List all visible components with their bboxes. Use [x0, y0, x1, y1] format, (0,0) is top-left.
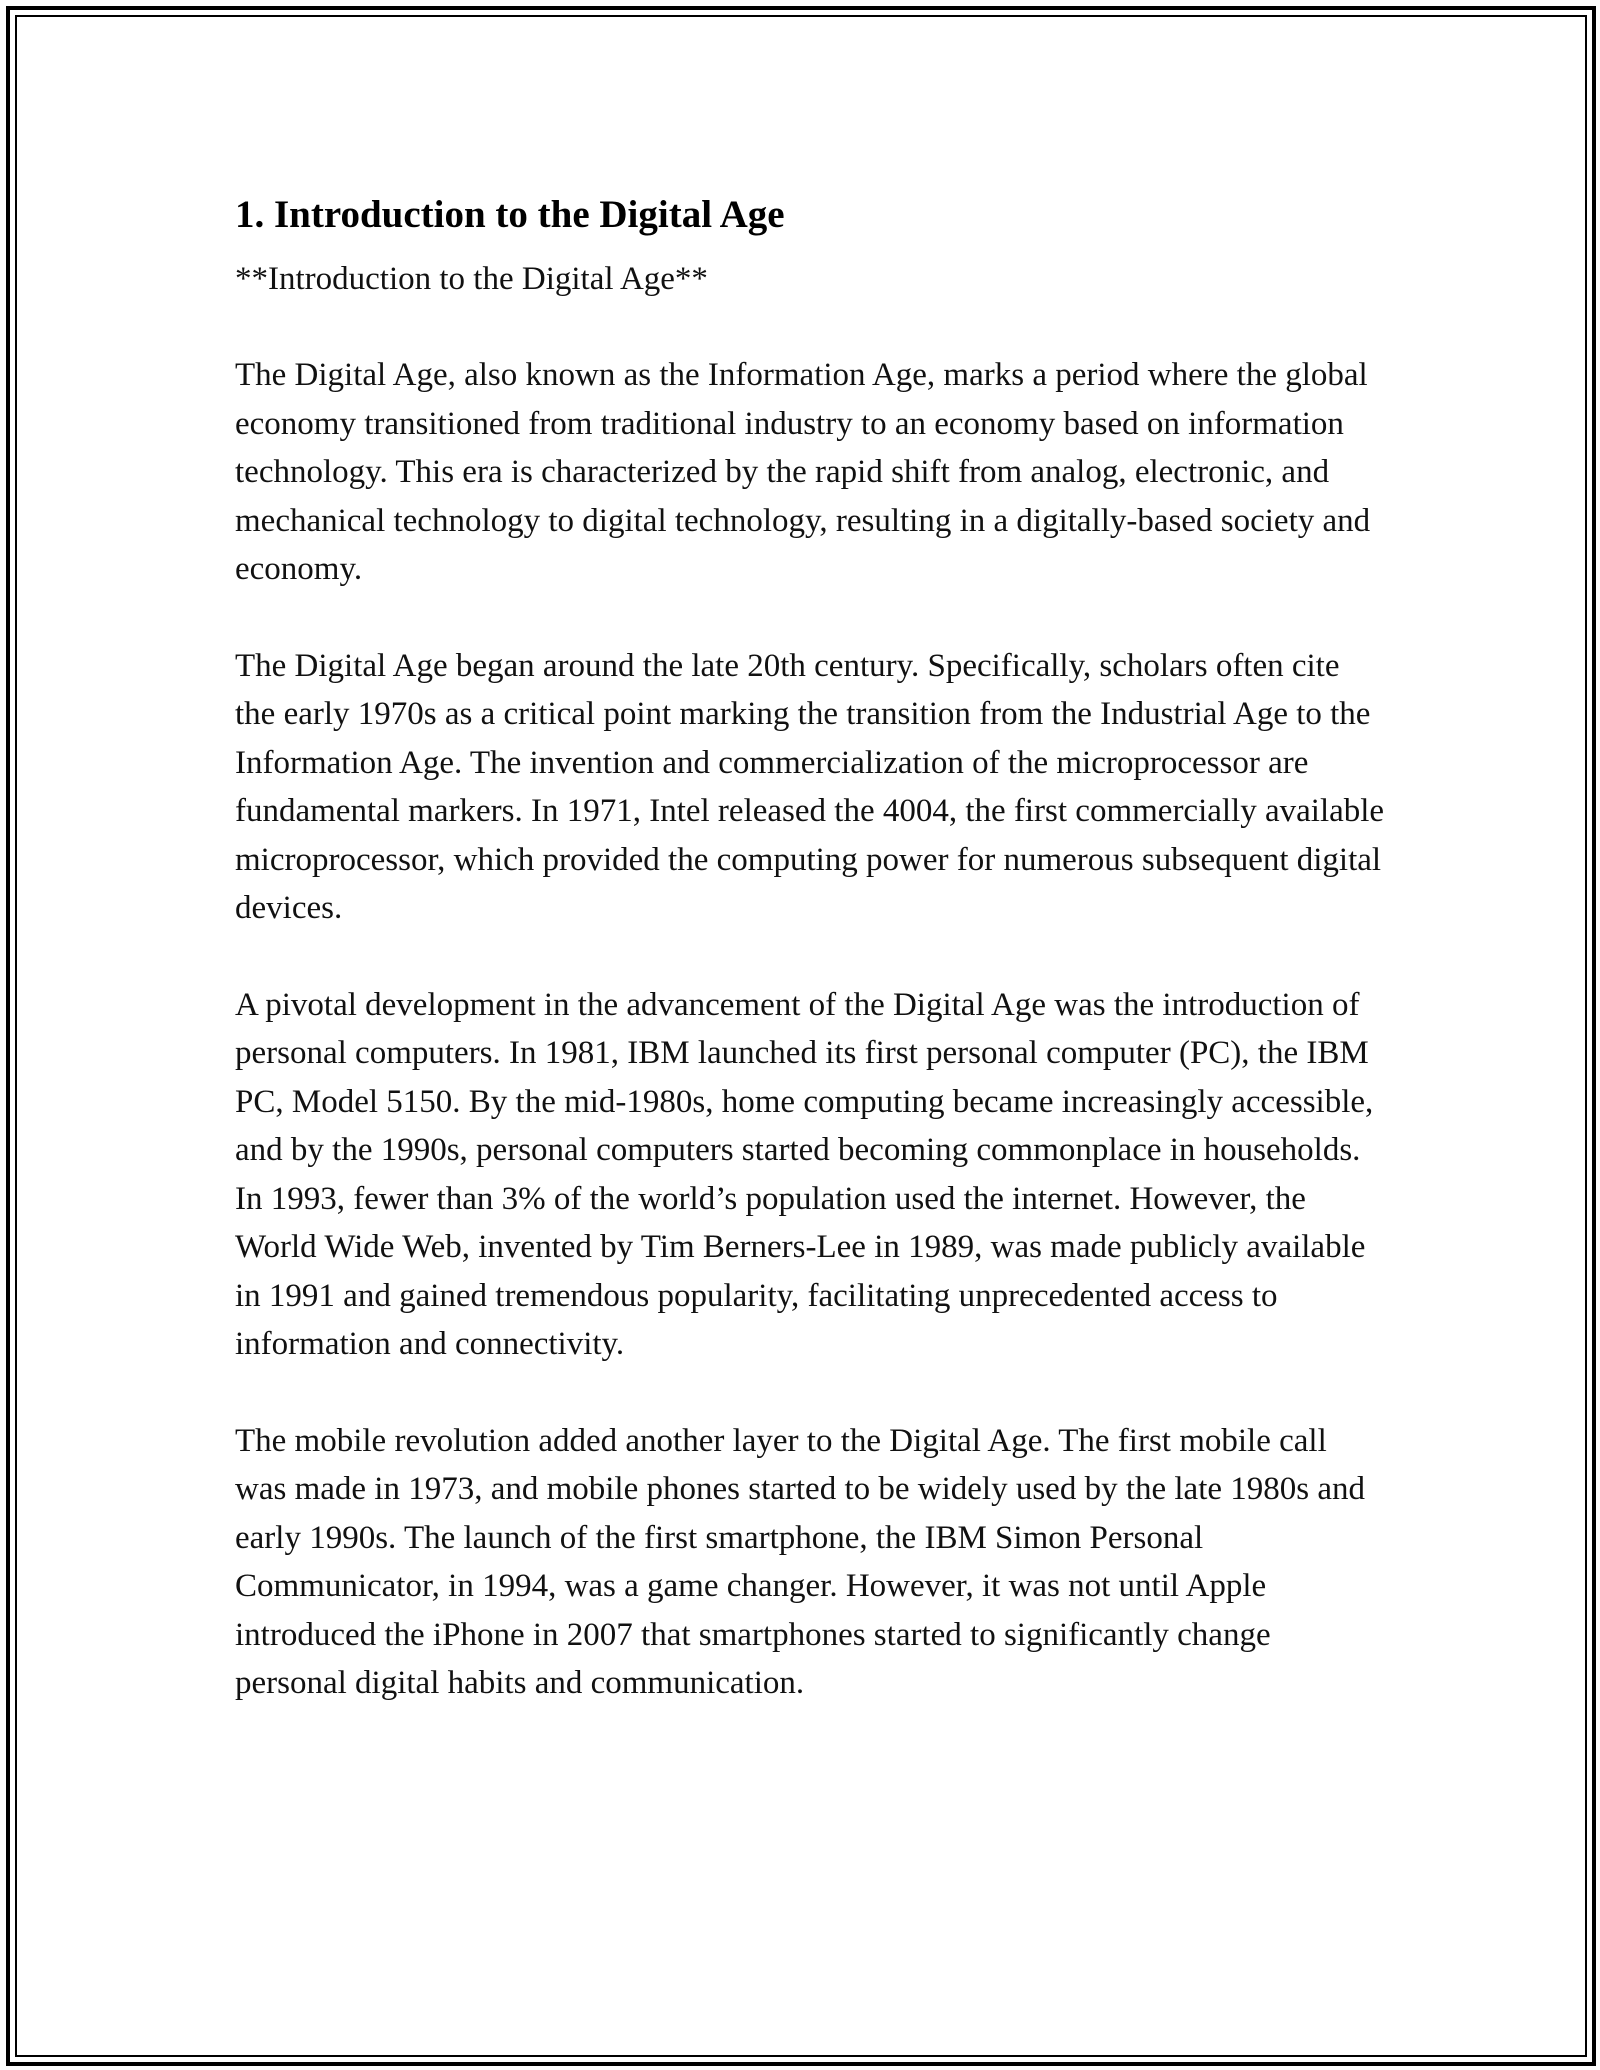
paragraph-mobile-revolution: The mobile revolution added another layer to the Digital Age. The first mobile call was made in 1973, and mobile phones started to be widely used by the late 1980s and early 1990s. The launch of the first smartphone, the IBM Simon Personal Communicator, in 1994, was a game changer. However, it was not until Apple introduced the iPhone in 2007 that smartphones started to significantly change personal digital habits and communication. [235, 1422, 1366, 1701]
section-heading: 1. Introduction to the Digital Age [235, 193, 785, 236]
section-subtitle: **Introduction to the Digital Age** [235, 261, 708, 297]
paragraph-digital-age-definition: The Digital Age, also known as the Information Age, marks a period where the global economy transitioned from traditional industry to an economy based on information technology. This era is characterized by the rapid shift from analog, electronic, and mechanical technology to digital technology, resulting in a digitally-based society and economy. [235, 357, 1371, 587]
document-body [235, 185, 1385, 1756]
paragraph-personal-computers: A pivotal development in the advancement of the Digital Age was the introduction of personal computers. In 1981, IBM launched its first personal computer (PC), the IBM PC, Model 5150. By the mid-1980s, home computing became increasingly accessible, and by the 1990s, personal computers started becoming commonplace in households. In 1993, fewer than 3% of the world’s population used the internet. However, the World Wide Web, invented by Tim Berners-Lee in 1989, was made publicly available in 1991 and gained tremendous popularity, facilitating unprecedented access to information and connectivity. [235, 986, 1374, 1362]
paragraph-origins: The Digital Age began around the late 20th century. Specifically, scholars often cite the early 1970s as a critical point marking the transition from the Industrial Age to the Information Age. The invention and commercialization of the microprocessor are fundamental markers. In 1971, Intel released the 4004, the first commercially available microprocessor, which provided the computing power for numerous subsequent digital devices. [235, 647, 1385, 926]
